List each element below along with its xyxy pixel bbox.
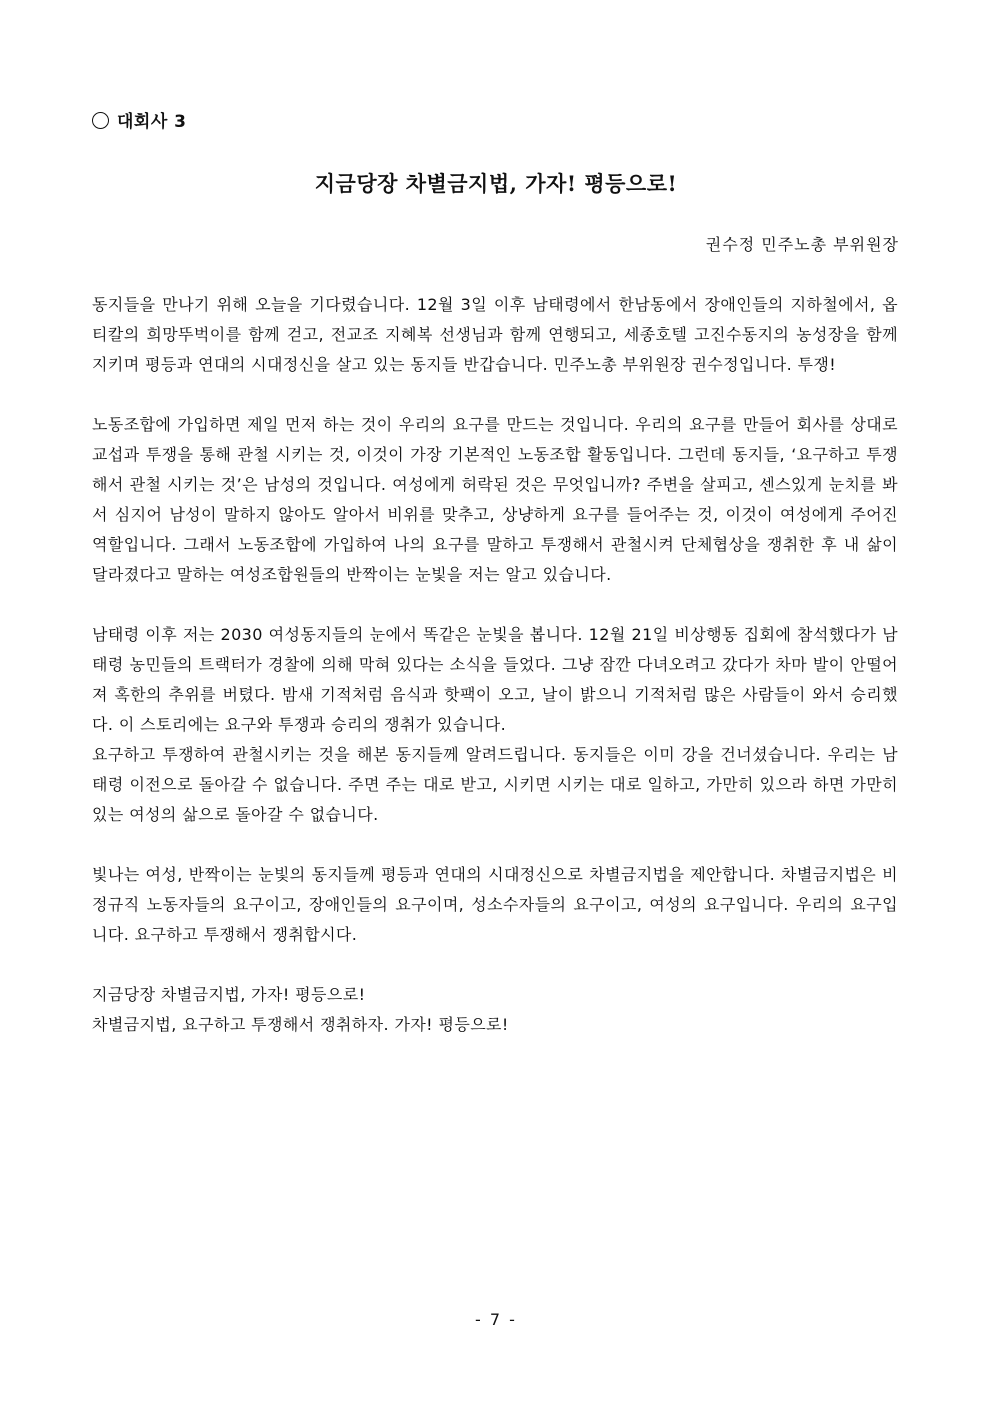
circle-bullet-icon (92, 112, 109, 129)
closing-line-1: 지금당장 차별금지법, 가자! 평등으로! (92, 985, 366, 1004)
paragraph-1: 동지들을 만나기 위해 오늘을 기다렸습니다. 12월 3일 이후 남태령에서 한남동에서 장애인들의 지하철에서, 옵티칼의 희망뚜벅이를 함께 걷고, 전교조 지혜복 선생님과 함께 연행되고, 세종호텔 고진수동지의 농성장을 함께 지키며 평등과 연대의 시대정신을 살고 있는 동지들 반갑습니다. 민주노총 부위원장 권수정입니다. 투쟁! (92, 295, 898, 374)
paragraph-2: 노동조합에 가입하면 제일 먼저 하는 것이 우리의 요구를 만드는 것입니다. 우리의 요구를 만들어 회사를 상대로 교섭과 투쟁을 통해 관철 시키는 것, 이것이 가장 기본적인 노동조합 활동입니다. 그런데 동지들, ‘요구하고 투쟁 해서 관철 시키는 것’은 남성의 것입니다. 여성에게 허락된 것은 무엇입니까? 주변을 살피고, 센스있게 눈치를 봐서 심지어 남성이 말하지 않아도 알아서 비위를 맞추고, 상냥하게 요구를 들어주는 것, 이것이 여성에게 주어진 역할입니다. 그래서 노동조합에 가입하여 나의 요구를 말하고 투쟁해서 관철시켜 단체협상을 쟁취한 후 내 삶이 달라졌다고 말하는 여성조합원들의 반짝이는 눈빛을 저는 알고 있습니다. (92, 415, 898, 584)
paragraph-3: 남태령 이후 저는 2030 여성동지들의 눈에서 똑같은 눈빛을 봅니다. 12월 21일 비상행동 집회에 참석했다가 남태령 농민들의 트랙터가 경찰에 의해 막혀 있다는 소식을 들었다. 그냥 잠깐 다녀오려고 갔다가 차마 발이 안떨어져 혹한의 추위를 버텼다. 밤새 기적처럼 음식과 핫팩이 오고, 날이 밝으니 기적처럼 많은 사람들이 와서 승리했다. 이 스토리에는 요구와 투쟁과 승리의 쟁취가 있습니다. (92, 625, 898, 734)
closing-line-2: 차별금지법, 요구하고 투쟁해서 쟁취하자. 가자! 평등으로! (92, 1015, 509, 1034)
section-label (92, 107, 187, 132)
section-label-text: 대회사 3 (117, 112, 187, 132)
page-number: - 7 - (475, 1310, 517, 1329)
document-title: 지금당장 차별금지법, 가자! 평등으로! (314, 171, 678, 196)
paragraph-5: 빛나는 여성, 반짝이는 눈빛의 동지들께 평등과 연대의 시대정신으로 차별금지법을 제안합니다. 차별금지법은 비정규직 노동자들의 요구이고, 장애인들의 요구이며, 성소수자들의 요구이고, 여성의 요구입니다. 우리의 요구입니다. 요구하고 투쟁해서 쟁취합시다. (92, 865, 898, 944)
document-body (92, 290, 898, 1040)
author-line: 권수정 민주노총 부위원장 (705, 235, 899, 254)
paragraph-4: 요구하고 투쟁하여 관철시키는 것을 해본 동지들께 알려드립니다. 동지들은 이미 강을 건너셨습니다. 우리는 남태령 이전으로 돌아갈 수 없습니다. 주면 주는 대로 받고, 시키면 시키는 대로 일하고, 가만히 있으라 하면 가만히 있는 여성의 삶으로 돌아갈 수 없습니다. (92, 745, 898, 824)
